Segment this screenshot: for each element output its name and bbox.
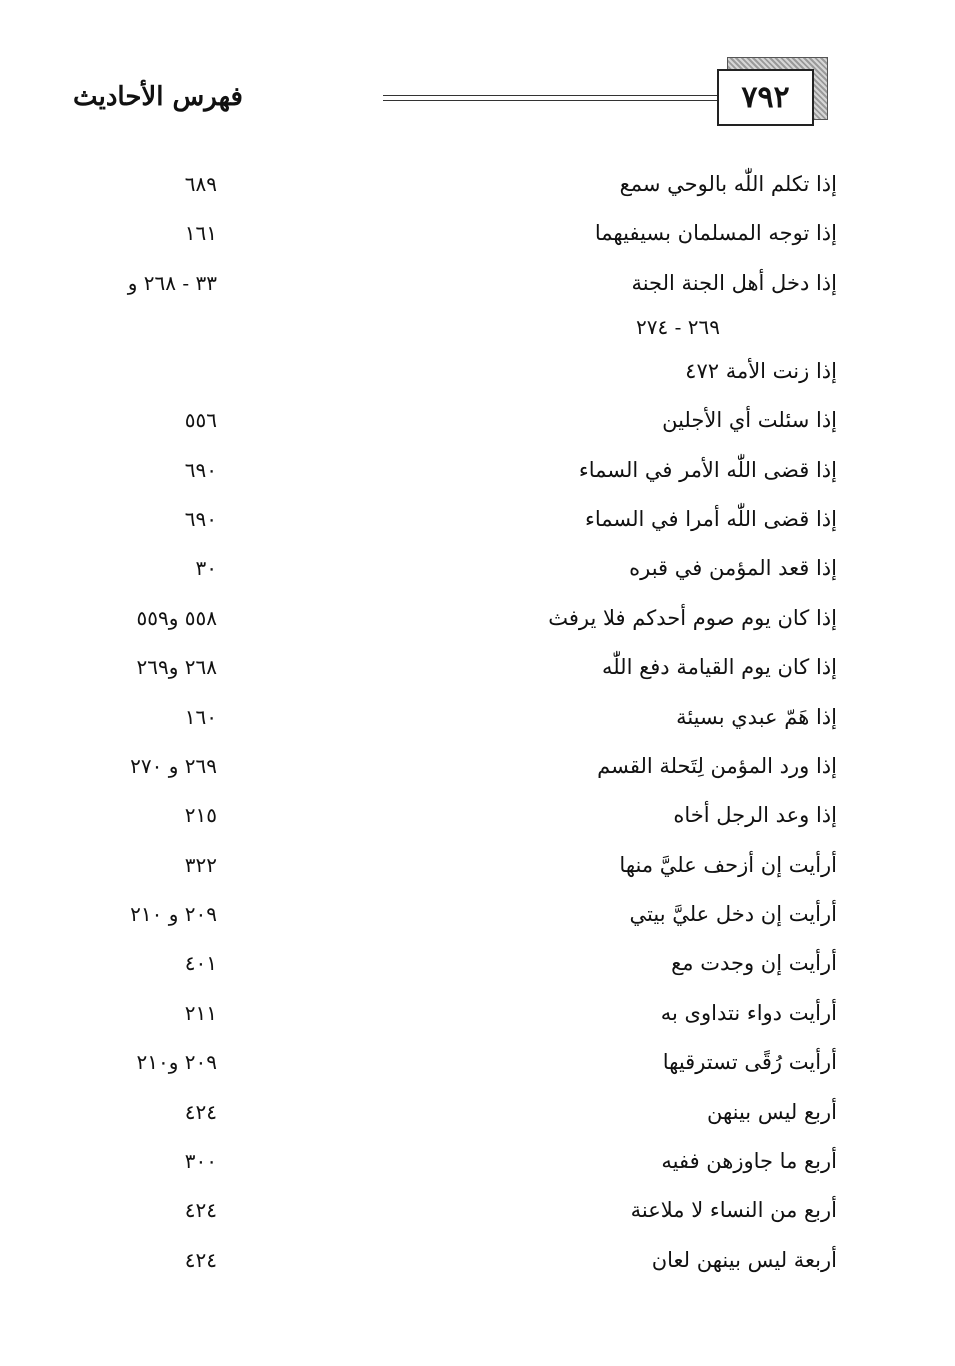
page-reference: ٦٨٩ — [184, 172, 217, 196]
hadith-text: أرأيت إن دخل عليَّ بيتي — [629, 902, 837, 927]
list-item — [0, 1186, 955, 1235]
page-reference: ٢١٥ — [184, 803, 217, 828]
hadith-text: إذا ورد المؤمن لِتَحلة القسم — [597, 753, 837, 778]
hadith-text: إذا قعد المؤمن في قبره — [629, 556, 837, 581]
list-item — [0, 890, 955, 939]
page-reference: ٢٠٩ و ٢١٠ — [130, 902, 217, 927]
hadith-text: أربع من النساء لا ملاعنة — [630, 1198, 837, 1223]
page-reference: ٦٩٠ — [184, 506, 217, 531]
page-reference: ٢١١ — [184, 1000, 217, 1025]
list-item — [0, 1088, 955, 1137]
list-item — [0, 347, 955, 396]
hadith-text: إذا كان يوم القيامة دفع اللّٰه — [601, 655, 837, 680]
list-item — [0, 495, 955, 544]
list-item — [0, 446, 955, 495]
hadith-text: أربع ما جاوزهن ففيه — [661, 1149, 837, 1174]
list-item — [0, 1038, 955, 1087]
hadith-text: إذا كان يوم صوم أحدكم فلا يرفث — [548, 605, 837, 630]
hadith-text: إذا توجه المسلمان بسيفيهما — [594, 221, 837, 246]
list-item — [0, 1236, 955, 1285]
page-reference: ٣٠٠ — [184, 1149, 217, 1174]
list-item — [0, 939, 955, 988]
page-reference: ٣٢٢ — [184, 852, 217, 877]
page-reference: ٣٠ — [195, 556, 217, 581]
list-item — [0, 259, 955, 347]
hadith-text: إذا دخل أهل الجنة الجنة — [631, 270, 837, 295]
hadith-text: أرأيت رُقًى تسترقيها — [662, 1050, 837, 1075]
page-reference: ٢٦٨ و٢٦٩ — [136, 655, 217, 680]
page-reference: ٤٢٤ — [184, 1198, 217, 1223]
header-rule-top — [383, 95, 717, 96]
hadith-index-list — [0, 160, 955, 1285]
list-item — [0, 1137, 955, 1186]
page-reference: ٤٢٤ — [184, 1099, 217, 1124]
list-item — [0, 989, 955, 1038]
hadith-text: أرأيت إن أزحف عليَّ منها — [619, 852, 837, 877]
page-reference: ٦٩٠ — [184, 457, 217, 482]
page-reference: ٣٣ - ٢٦٨ و — [127, 270, 217, 295]
page-header — [0, 0, 955, 160]
hadith-text: أربعة ليس بينهن لعان — [651, 1247, 837, 1272]
hadith-text: أربع ليس بينهن — [706, 1099, 837, 1124]
page-reference: ٤٠١ — [184, 951, 217, 976]
hadith-text: إذا قضى اللّٰه أمرا في السماء — [584, 506, 837, 531]
list-item — [0, 791, 955, 840]
list-item — [0, 544, 955, 593]
hadith-text: إذا تكلم اللّٰه بالوحي سمع — [619, 172, 837, 196]
page-reference: ٥٥٨ و٥٥٩ — [136, 605, 217, 630]
hadith-text: إذا وعد الرجل أخاه — [673, 803, 837, 828]
list-item — [0, 693, 955, 742]
hadith-text: إذا قضى اللّٰه الأمر في السماء — [578, 457, 837, 482]
list-item — [0, 643, 955, 692]
hadith-text: إذا سئلت أي الأجلين — [662, 408, 837, 433]
hadith-text: أرأيت دواء نتداوى به — [660, 1000, 837, 1025]
page-reference: ٤٢٤ — [184, 1247, 217, 1272]
page-reference-continuation: ٢٦٩ - ٢٧٤ — [636, 314, 720, 339]
hadith-text: أرأيت إن وجدت مع — [671, 951, 837, 976]
list-item — [0, 594, 955, 643]
page-number: ٧٩٢ — [717, 69, 814, 126]
page-title: فهرس الأحاديث — [73, 82, 243, 112]
page-reference: ٢٦٩ و ٢٧٠ — [130, 753, 217, 778]
list-item — [0, 209, 955, 258]
list-item — [0, 841, 955, 890]
header-rule-bottom — [383, 100, 717, 101]
page-reference: ٥٥٦ — [184, 408, 217, 433]
page-reference: ١٦٠ — [184, 704, 217, 729]
list-item — [0, 160, 955, 209]
hadith-text: إذا زنت الأمة ٤٧٢ — [685, 358, 837, 383]
page-reference: ١٦١ — [184, 221, 217, 246]
hadith-text: إذا هَمّ عبدي بسيئة — [676, 704, 837, 729]
page-reference: ٢٠٩ و٢١٠ — [136, 1050, 217, 1075]
list-item — [0, 396, 955, 445]
list-item — [0, 742, 955, 791]
